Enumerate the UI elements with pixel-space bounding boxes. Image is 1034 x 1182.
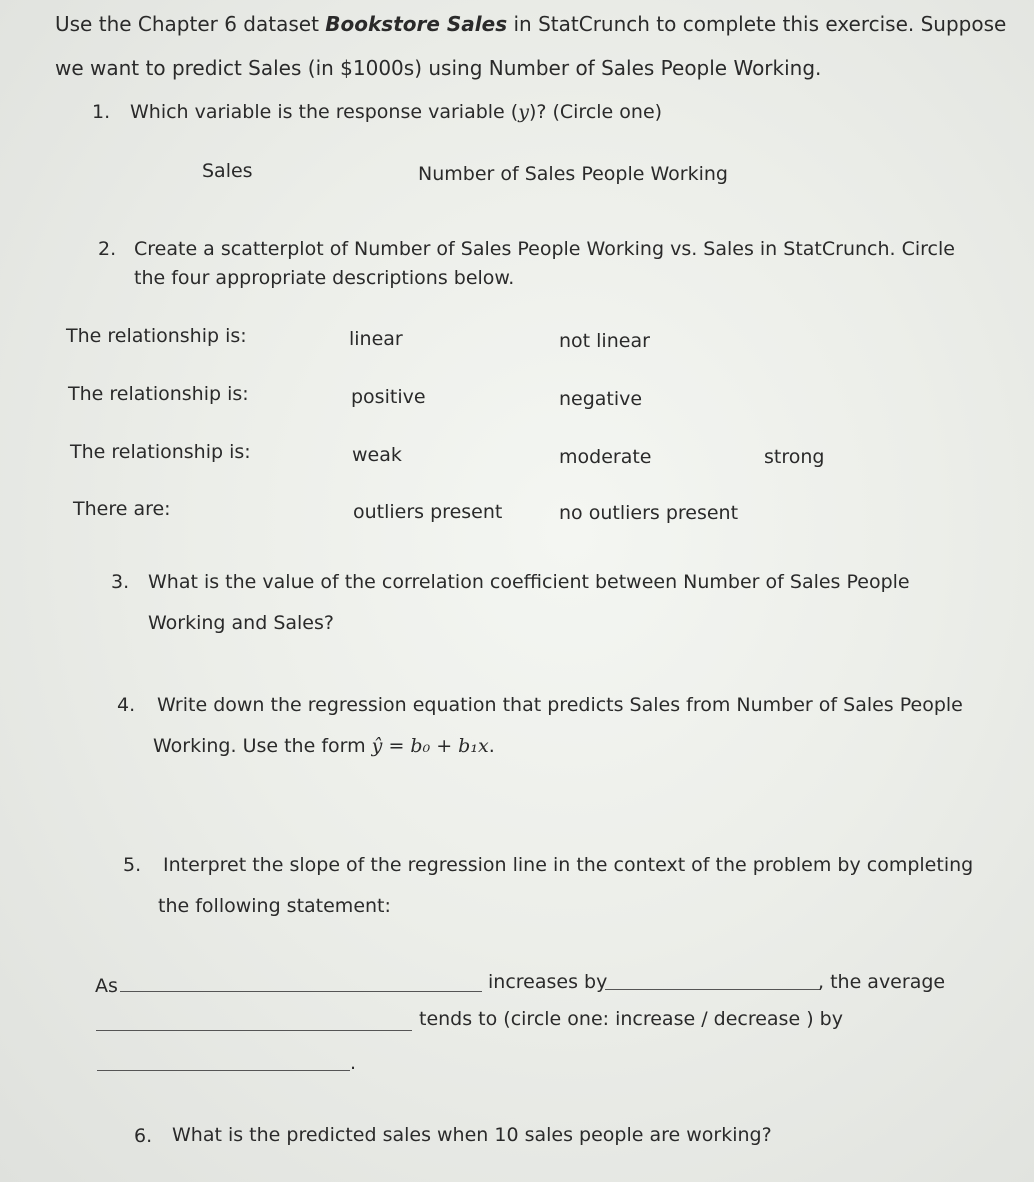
- q2-row-label: The relationship is:: [68, 383, 249, 405]
- q5-line-1: Interpret the slope of the regression line in the context of the problem by completing: [163, 854, 974, 876]
- blank-y-variable[interactable]: [96, 1030, 412, 1031]
- q1-option-sales-people[interactable]: Number of Sales People Working: [418, 163, 728, 185]
- q4-line-2-post: .: [488, 735, 495, 757]
- q5-number: 5.: [123, 854, 142, 876]
- q2-row-label: There are:: [73, 498, 171, 520]
- q1-option-sales[interactable]: Sales: [202, 160, 253, 182]
- q2-option-weak[interactable]: weak: [352, 444, 402, 466]
- q5-period: .: [350, 1052, 357, 1074]
- q1-text-pre: Which variable is the response variable (: [130, 101, 519, 123]
- q1-var: y: [518, 101, 529, 123]
- blank-x-variable[interactable]: [120, 991, 482, 992]
- q3-number: 3.: [111, 571, 130, 593]
- intro-line-1: [55, 12, 1006, 36]
- intro-text: in StatCrunch to complete this exercise. Suppose: [507, 12, 1007, 36]
- q4-formula: ŷ = b₀ + b₁x: [371, 735, 489, 757]
- q1-text: [130, 101, 662, 123]
- q3-line-1: What is the value of the correlation coefficient between Number of Sales People: [148, 571, 910, 593]
- q2-number: 2.: [98, 238, 117, 260]
- q4-line-2-pre: Working. Use the form: [153, 735, 372, 757]
- q2-option-strong[interactable]: strong: [764, 446, 825, 468]
- q2-option-no-outliers[interactable]: no outliers present: [559, 502, 739, 524]
- q2-option-not-linear[interactable]: not linear: [559, 330, 650, 352]
- intro-text: Use the Chapter 6 dataset: [55, 12, 326, 36]
- q4-line-2: [153, 735, 495, 757]
- q2-line-1: Create a scatterplot of Number of Sales People Working vs. Sales in StatCrunch. Circle: [134, 238, 955, 260]
- q2-option-positive[interactable]: positive: [351, 386, 426, 408]
- q2-line-2: the four appropriate descriptions below.: [134, 267, 515, 289]
- blank-x-amount[interactable]: [605, 989, 820, 990]
- q5-the-average: , the average: [818, 971, 946, 993]
- q2-option-linear[interactable]: linear: [349, 328, 403, 350]
- q4-number: 4.: [117, 694, 136, 716]
- q6-text: What is the predicted sales when 10 sales people are working?: [172, 1124, 772, 1146]
- dataset-name: Bookstore Sales: [325, 12, 508, 36]
- q4-line-1: Write down the regression equation that predicts Sales from Number of Sales People: [157, 694, 963, 716]
- q2-row-label: The relationship is:: [66, 325, 247, 347]
- q2-row-label: The relationship is:: [70, 441, 251, 463]
- q5-as: As: [95, 975, 118, 997]
- q1-text-post: )? (Circle one): [528, 101, 663, 123]
- q1-number: 1.: [92, 101, 111, 123]
- q2-option-moderate[interactable]: moderate: [559, 446, 652, 468]
- intro-line-2: we want to predict Sales (in $1000s) using Number of Sales People Working.: [55, 56, 822, 80]
- q3-line-2: Working and Sales?: [148, 612, 334, 634]
- q2-option-negative[interactable]: negative: [559, 388, 643, 410]
- q5-line-2: the following statement:: [158, 895, 391, 917]
- q5-increases-by: increases by: [488, 971, 608, 993]
- blank-y-amount[interactable]: [97, 1070, 350, 1071]
- q2-option-outliers-present[interactable]: outliers present: [353, 501, 503, 523]
- q6-number: 6.: [134, 1125, 153, 1147]
- q5-tends-to: tends to (circle one: increase / decrease ) by: [419, 1008, 843, 1030]
